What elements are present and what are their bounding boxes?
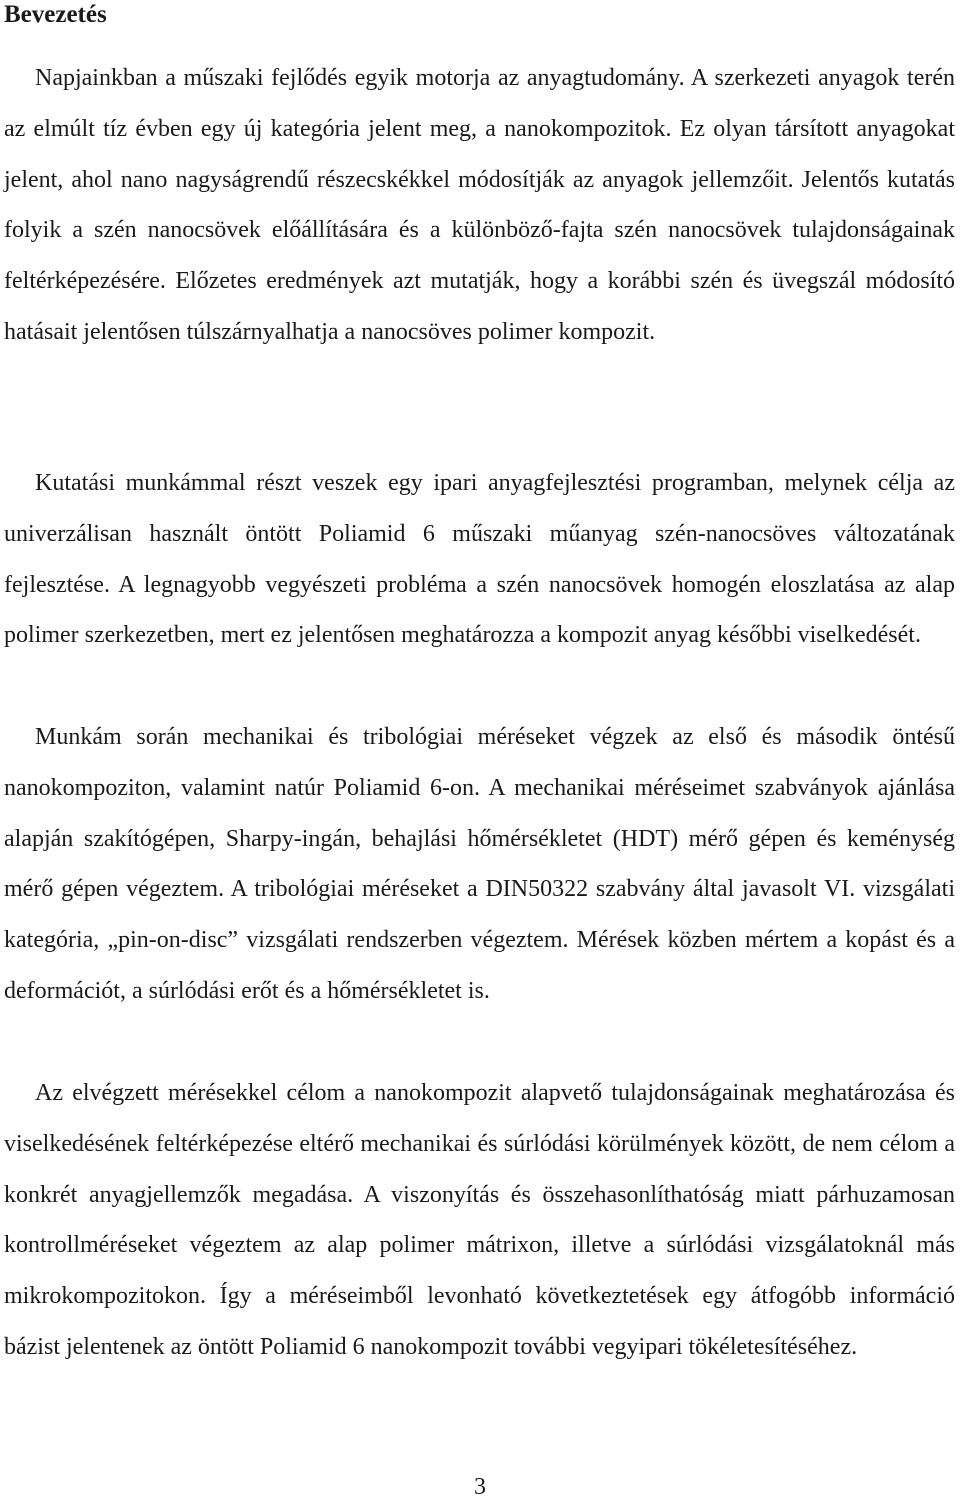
paragraph-2: Kutatási munkámmal részt veszek egy ipari anyagfejlesztési programban, melynek célja az univerzálisan használt öntött Poliamid 6 műszaki műanyag szén-nanocsöves változatának fejlesztése. A legnagyobb vegyészeti probléma a szén nanocsövek homogén eloszlatása az alap polimer szerkezetben, mert ez jelentősen meghatározza a kompozit anyag későbbi viselkedését. [4,470,955,649]
section-heading: Bevezetés [4,1,107,28]
paragraph-4: Az elvégzett mérésekkel célom a nanokompozit alapvető tulajdonságainak meghatározása és viselkedésének feltérképezése eltérő mechanikai és súrlódási körülmények között, de nem célom a konkrét anyagjellemzők megadása. A viszonyítás és összehasonlíthatóság miatt párhuzamosan kontrollméréseket végeztem az alap polimer mátrixon, illetve a súrlódási vizsgálatoknál más mikrokompozitokon. Így a méréseimből levonható következtetések egy átfogóbb információ bázist jelentenek az öntött Poliamid 6 nanokompozit további vegyipari tökéletesítéséhez. [4,1080,955,1360]
paragraph-3: Munkám során mechanikai és tribológiai méréseket végzek az első és második öntésű nanokompoziton, valamint natúr Poliamid 6-on. A mechanikai méréseimet szabványok ajánlása alapján szakítógépen, Sharpy-ingán, behajlási hőmérsékletet (HDT) mérő gépen és keménység mérő gépen végeztem. A tribológiai méréseket a DIN50322 szabvány által javasolt VI. vizsgálati kategória, „pin-on-disc” vizsgálati rendszerben végeztem. Mérések közben mértem a kopást és a deformációt, a súrlódási erőt és a hőmérsékletet is. [4,724,955,1004]
paragraph-1: Napjainkban a műszaki fejlődés egyik motorja az anyagtudomány. A szerkezeti anyagok terén az elmúlt tíz évben egy új kategória jelent meg, a nanokompozitok. Ez olyan társított anyagokat jelent, ahol nano nagyságrendű részecskékkel módosítják az anyagok jellemzőit. Jelentős kutatás folyik a szén nanocsövek előállítására és a különböző-fajta szén nanocsövek tulajdonságainak feltérképezésére. Előzetes eredmények azt mutatják, hogy a korábbi szén és üvegszál módosító hatásait jelentősen túlszárnyalhatja a nanocsöves polimer kompozit. [4,65,955,345]
page-number: 3 [474,1474,486,1500]
